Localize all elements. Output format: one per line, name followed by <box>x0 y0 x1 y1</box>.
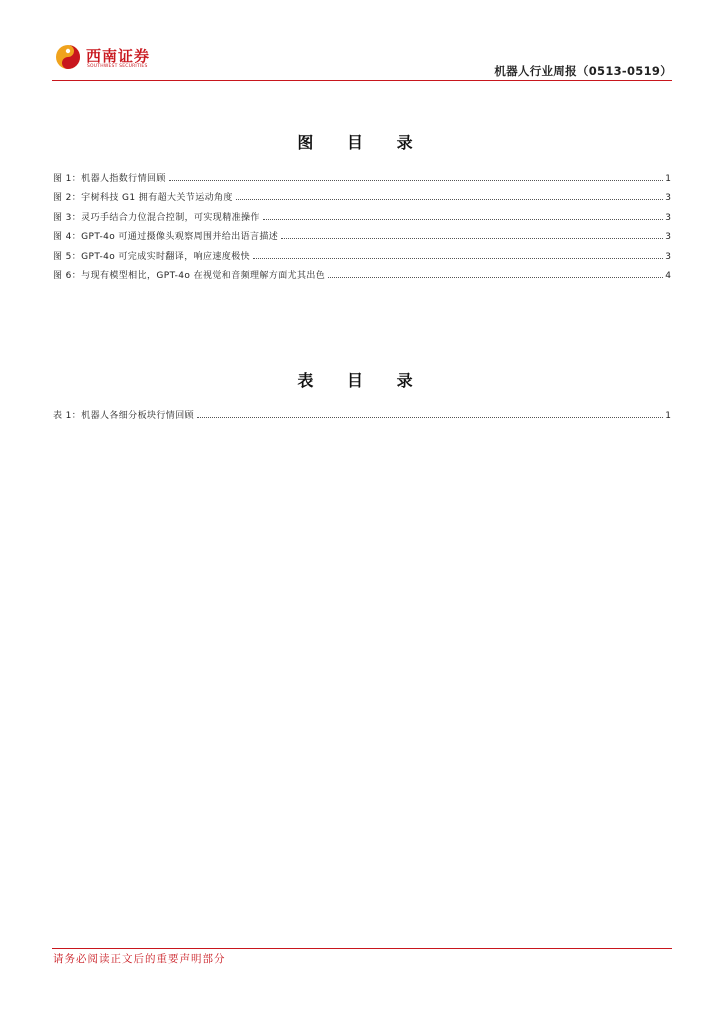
toc-entry-label: 图 5：GPT-4o 可完成实时翻译，响应速度极快 <box>53 251 251 262</box>
header-divider <box>52 80 672 81</box>
toc-entry[interactable] <box>53 203 671 223</box>
logo-name-cn: 西南证券 <box>86 47 151 65</box>
logo-mark-icon <box>55 44 81 70</box>
toc-entry-label: 图 3：灵巧手结合力位混合控制，可实现精准操作 <box>53 212 260 223</box>
toc-entry-page: 3 <box>665 212 671 223</box>
logo-name-en: SOUTHWEST SECURITIES <box>87 64 148 69</box>
company-logo <box>55 44 155 74</box>
toc-entry-page: 3 <box>665 232 671 242</box>
toc-entry-label: 图 1：机器人指数行情回顾 <box>53 173 166 184</box>
toc-leader-dots <box>169 180 663 181</box>
toc-leader-dots <box>197 417 663 418</box>
toc-entry-page: 3 <box>665 193 671 203</box>
toc-entry-label: 图 6：与现有模型相比，GPT-4o 在视觉和音频理解方面尤其出色 <box>53 271 326 281</box>
tables-toc-title: 表 目 录 <box>297 371 427 390</box>
toc-entry-page: 4 <box>665 271 671 281</box>
footer-divider <box>52 948 672 949</box>
toc-entry-page: 3 <box>665 251 671 262</box>
toc-entry[interactable] <box>53 184 671 204</box>
toc-entry[interactable] <box>53 164 671 184</box>
toc-entry[interactable] <box>53 401 671 421</box>
footer-disclaimer: 请务必阅读正文后的重要声明部分 <box>53 953 226 965</box>
toc-entry-label: 图 4：GPT-4o 可通过摄像头观察周围并给出语言描述 <box>53 232 279 242</box>
toc-entry-label: 表 1：机器人各细分板块行情回顾 <box>53 410 194 421</box>
toc-leader-dots <box>328 277 663 278</box>
figures-toc-title: 图 目 录 <box>297 133 427 152</box>
toc-entry[interactable] <box>53 242 671 262</box>
toc-leader-dots <box>253 258 663 259</box>
toc-entry[interactable] <box>53 223 671 243</box>
toc-leader-dots <box>263 219 663 220</box>
toc-entry-page: 1 <box>665 173 671 184</box>
toc-entry[interactable] <box>53 262 671 282</box>
toc-leader-dots <box>236 199 663 200</box>
toc-leader-dots <box>281 238 663 239</box>
toc-entry-label: 图 2：宇树科技 G1 拥有超大关节运动角度 <box>53 193 233 203</box>
report-title: 机器人行业周报（0513-0519） <box>494 64 672 78</box>
figures-toc-list <box>53 164 671 281</box>
toc-entry-page: 1 <box>665 410 671 421</box>
tables-toc-list <box>53 401 671 421</box>
